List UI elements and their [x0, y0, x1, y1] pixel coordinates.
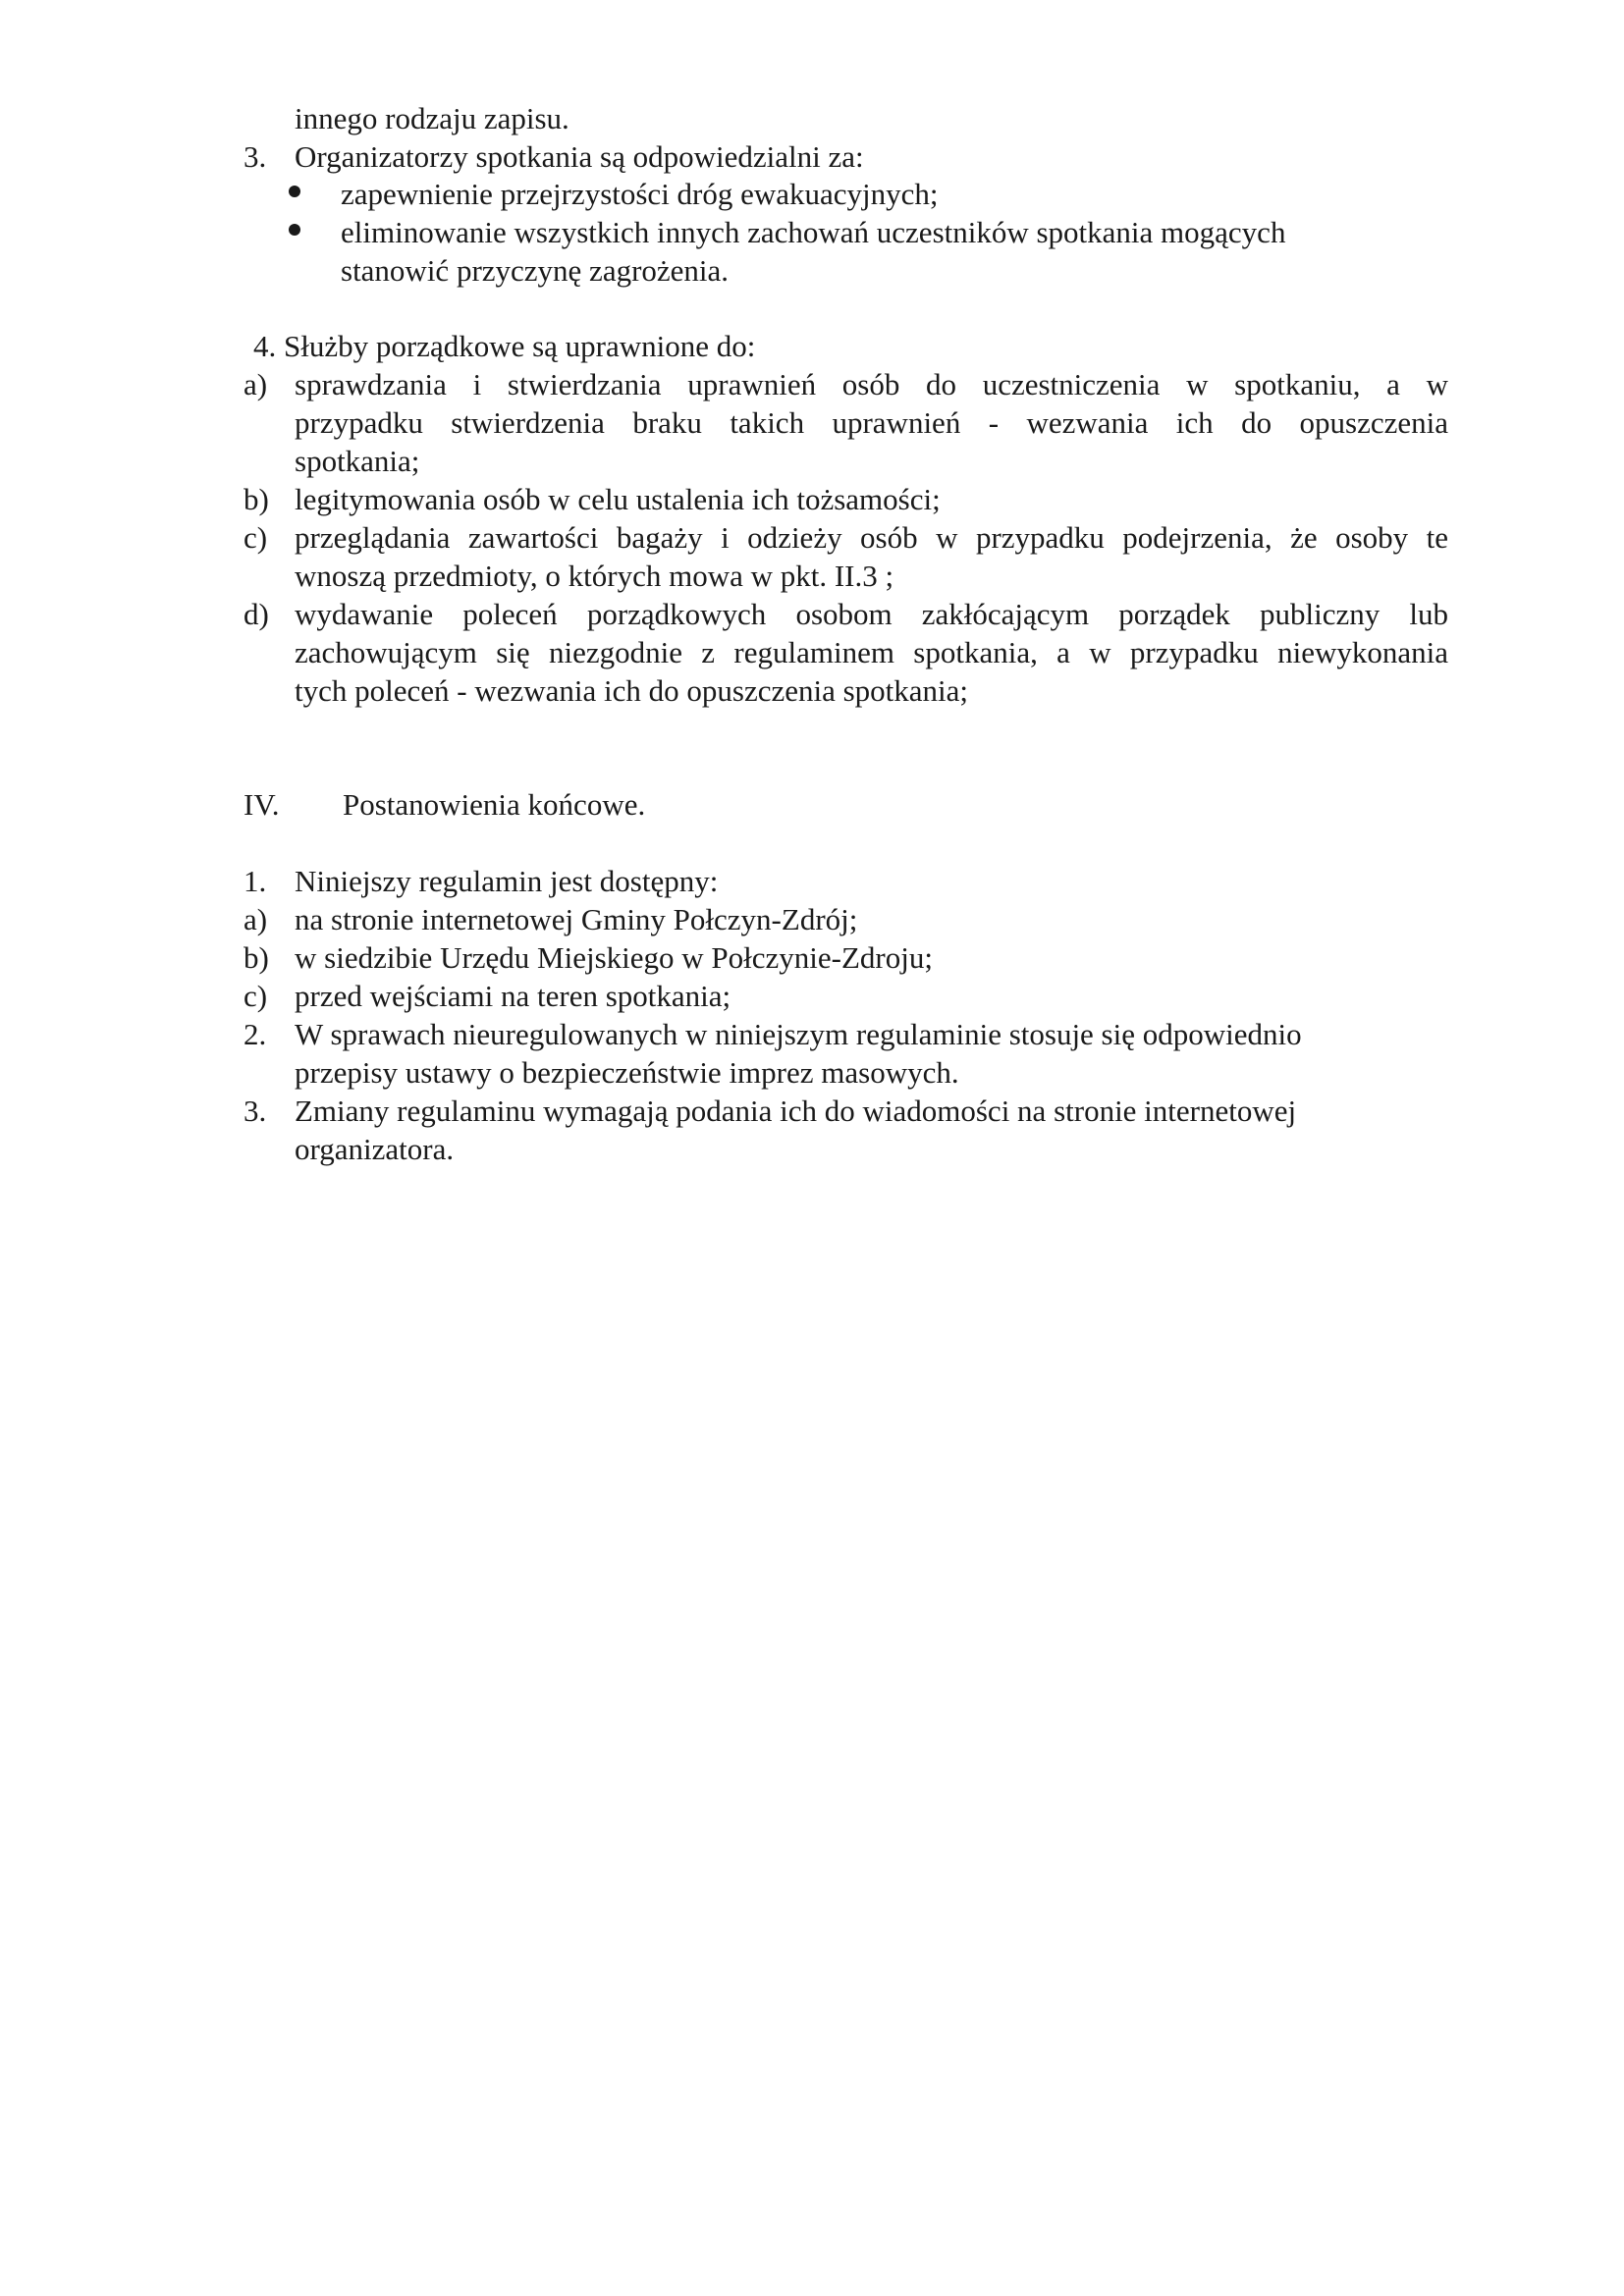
continuation-text: innego rodzaju zapisu.	[295, 101, 569, 135]
bullet-icon	[289, 224, 300, 236]
iv-item-1-text: Niniejszy regulamin jest dostępny:	[295, 864, 719, 898]
iv-item-1a-text: na stronie internetowej Gminy Połczyn-Zdrój;	[295, 902, 858, 936]
bullet-item-1: zapewnienie przejrzystości dróg ewakuacyjnych;	[341, 177, 939, 211]
iv-item-1b-letter: b)	[244, 940, 269, 975]
item-4c-letter: c)	[244, 520, 268, 555]
item-4b-letter: b)	[244, 482, 269, 516]
bullet-icon	[289, 186, 300, 197]
iv-item-1c-letter: c)	[244, 979, 268, 1013]
iv-item-3-number: 3.	[244, 1094, 267, 1128]
iv-item-3-line-1: Zmiany regulaminu wymagają podania ich do wiadomości na stronie internetowej	[295, 1094, 1297, 1128]
item-4d-line-1: wydawanie poleceń porządkowych osobom zakłócającym porządek publiczny lub	[295, 597, 1448, 631]
iv-item-1c-text: przed wejściami na teren spotkania;	[295, 979, 731, 1013]
iv-item-3-line-2: organizatora.	[295, 1132, 455, 1166]
item-4a-line-3: spotkania;	[295, 444, 420, 478]
item-4b-line-1: legitymowania osób w celu ustalenia ich tożsamości;	[295, 482, 941, 516]
section-iv-number: IV.	[244, 787, 280, 822]
section-iv-title: Postanowienia końcowe.	[343, 787, 646, 822]
iv-item-1b-text: w siedzibie Urzędu Miejskiego w Połczynie-Zdroju;	[295, 940, 933, 975]
item-4-heading: 4. Służby porządkowe są uprawnione do:	[253, 329, 756, 363]
iv-item-2-line-2: przepisy ustawy o bezpieczeństwie imprez masowych.	[295, 1055, 959, 1090]
item-4a-letter: a)	[244, 367, 268, 401]
item-4d-line-2: zachowującym się niezgodnie z regulaminem spotkania, a w przypadku niewykonania	[295, 635, 1448, 669]
iv-item-1-number: 1.	[244, 864, 267, 898]
item-4a-line-2: przypadku stwierdzenia braku takich uprawnień - wezwania ich do opuszczenia	[295, 405, 1448, 440]
iv-item-2-number: 2.	[244, 1017, 267, 1051]
bullet-item-2-line-1: eliminowanie wszystkich innych zachowań uczestników spotkania mogących	[341, 215, 1286, 249]
item-4d-line-3: tych poleceń - wezwania ich do opuszczenia spotkania;	[295, 673, 969, 708]
item-4c-line-2: wnoszą przedmioty, o których mowa w pkt. II.3 ;	[295, 559, 894, 593]
item-4c-line-1: przeglądania zawartości bagaży i odzieży osób w przypadku podejrzenia, że osoby te	[295, 520, 1448, 555]
item-3-number: 3.	[244, 139, 267, 174]
iv-item-1a-letter: a)	[244, 902, 268, 936]
item-3-text: Organizatorzy spotkania są odpowiedzialni za:	[295, 139, 864, 174]
item-4a-line-1: sprawdzania i stwierdzania uprawnień osób do uczestniczenia w spotkaniu, a w	[295, 367, 1448, 401]
iv-item-2-line-1: W sprawach nieuregulowanych w niniejszym regulaminie stosuje się odpowiednio	[295, 1017, 1302, 1051]
item-4d-letter: d)	[244, 597, 269, 631]
bullet-item-2-line-2: stanowić przyczynę zagrożenia.	[341, 253, 730, 288]
